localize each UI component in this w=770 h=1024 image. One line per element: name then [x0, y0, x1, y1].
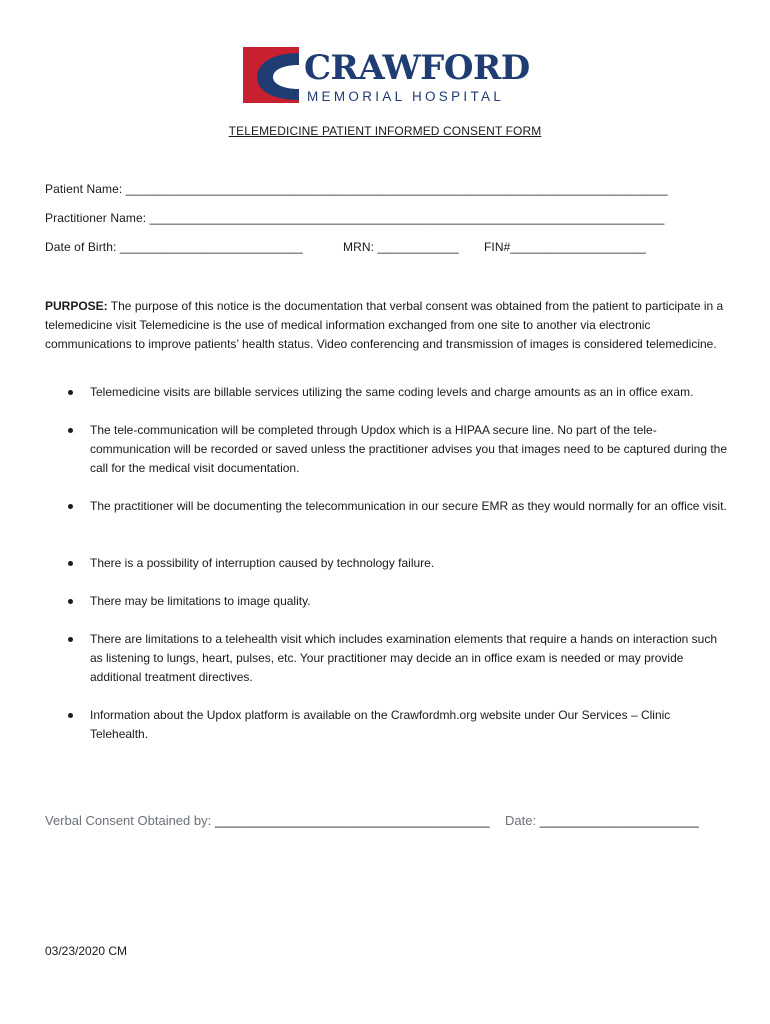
mrn-field: [343, 240, 459, 254]
bullet-text: There is a possibility of interruption caused by technology failure.: [90, 556, 435, 570]
fin-blank[interactable]: ____________________: [510, 240, 646, 254]
mrn-blank[interactable]: ____________: [377, 240, 459, 254]
consent-obtained-blank[interactable]: ______________________________________: [214, 813, 490, 828]
logo-subtitle: MEMORIAL HOSPITAL: [307, 89, 505, 104]
consent-obtained-label: Verbal Consent Obtained by:: [45, 813, 212, 828]
fin-field: [484, 240, 646, 254]
verbal-consent-row: [45, 813, 490, 828]
footer-revision-date: 03/23/2020 CM: [45, 944, 128, 958]
crawford-logo-mark-icon: [243, 47, 299, 103]
hospital-logo: [243, 47, 533, 109]
bullet-text: There may be limitations to image quality.: [90, 594, 311, 608]
bullet-icon: [68, 713, 73, 718]
bullet-icon: [68, 637, 73, 642]
purpose-label: PURPOSE:: [45, 299, 108, 313]
bullet-text: Information about the Updox platform is available on the Crawfordmh.org website under Our Services – Clinic Telehealth.: [90, 708, 671, 741]
bullet-icon: [68, 504, 73, 509]
date-of-birth-label: Date of Birth:: [45, 240, 117, 254]
patient-name-field: [45, 182, 668, 196]
fin-label: FIN#: [484, 240, 511, 254]
date-of-birth-field: [45, 240, 303, 254]
patient-name-label: Patient Name:: [45, 182, 123, 196]
bullet-icon: [68, 390, 73, 395]
mrn-label: MRN:: [343, 240, 375, 254]
bullet-icon: [68, 428, 73, 433]
bullet-text: The practitioner will be documenting the telecommunication in our secure EMR as they would normally for an office visit.: [90, 499, 727, 513]
purpose-text: The purpose of this notice is the documentation that verbal consent was obtained from the patient to participate in a telemedicine visit Telemedicine is the use of medical information exchanged from one site to another via electronic communications to improve patients’ health status. Video conferencing and transmission of images is considered telemedicine.: [45, 299, 724, 351]
consent-date-blank[interactable]: ______________________: [539, 813, 699, 828]
logo-name: CRAWFORD: [304, 48, 530, 88]
practitioner-name-label: Practitioner Name:: [45, 211, 147, 225]
bullet-text: Telemedicine visits are billable services utilizing the same coding levels and charge amounts as an in office exam.: [90, 385, 694, 399]
date-of-birth-blank[interactable]: ___________________________: [119, 240, 303, 254]
bullet-icon: [68, 599, 73, 604]
purpose-paragraph: [45, 297, 725, 354]
bullet-text: The tele-communication will be completed through Updox which is a HIPAA secure line. No part of the tele-communication will be recorded or saved unless the practitioner advises you that images need to be captured during the call for the medical visit documentation.: [90, 423, 728, 475]
practitioner-name-blank[interactable]: ____________________________________________________________________________: [149, 211, 665, 225]
bullet-text: There are limitations to a telehealth visit which includes examination elements that require a hands on interaction such as listening to lungs, heart, pulses, etc. Your practitioner may decide an in office exam is needed or may provide additional treatment directives.: [90, 632, 718, 684]
practitioner-name-field: [45, 211, 664, 225]
consent-date-label: Date:: [505, 813, 537, 828]
form-title: TELEMEDICINE PATIENT INFORMED CONSENT FORM: [228, 124, 542, 138]
bullet-icon: [68, 561, 73, 566]
consent-date-row: [505, 813, 699, 828]
patient-name-blank[interactable]: ________________________________________________________________________________: [125, 182, 668, 196]
